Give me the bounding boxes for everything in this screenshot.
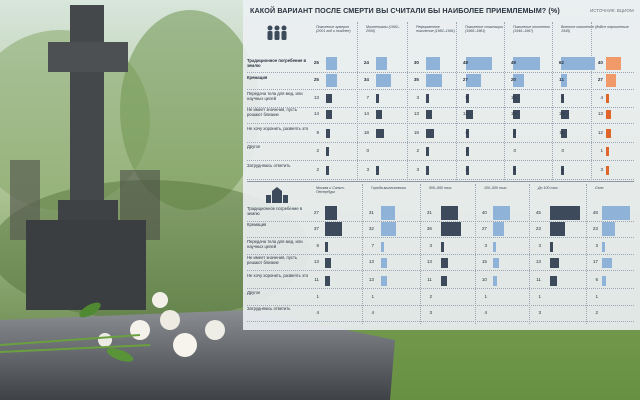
value-label: 3	[538, 310, 541, 315]
bar-generation	[376, 129, 384, 138]
value-label: 1	[465, 148, 468, 153]
column-separator	[586, 184, 587, 324]
row-separator	[247, 254, 634, 255]
column-header-top: Поколение оттепели (1946–1967)	[513, 25, 551, 34]
value-label: 11	[314, 277, 319, 282]
row-label-bottom: Затрудняюсь ответить	[247, 306, 291, 311]
value-label: 48	[592, 210, 598, 215]
value-label: 4	[513, 130, 516, 135]
bar-settlement	[550, 276, 557, 286]
value-label: 4	[484, 310, 487, 315]
value-label: 30	[413, 60, 419, 65]
column-header-bottom: Города-миллионники	[371, 186, 407, 190]
value-label: 11	[559, 130, 564, 135]
value-label: 34	[363, 77, 369, 82]
bar-generation	[326, 94, 332, 103]
bar-settlement	[602, 276, 606, 286]
column-header-top: Военное поколение (до 1945)	[561, 25, 601, 34]
column-separator	[529, 184, 530, 324]
column-separator	[407, 22, 408, 180]
value-label: 14	[363, 111, 369, 116]
column-header-bottom: До 100 тыс.	[538, 186, 559, 190]
value-label: 13	[313, 95, 319, 100]
row-separator	[247, 123, 634, 124]
row-separator	[247, 160, 634, 161]
value-label: 3	[595, 243, 598, 248]
bar-settlement	[381, 222, 396, 236]
bar-generation	[326, 166, 329, 175]
bar-all-respondents	[606, 94, 609, 103]
bar-settlement	[493, 206, 510, 220]
value-label: 20	[510, 77, 516, 82]
bar-generation	[376, 110, 382, 119]
column-header-bottom: 500–950 тыс.	[429, 186, 453, 190]
value-label: 2	[429, 294, 432, 299]
value-label: 4	[371, 310, 374, 315]
value-label: 18	[413, 130, 419, 135]
bar-generation	[426, 74, 442, 87]
bar-settlement	[493, 242, 496, 252]
bar-generation	[326, 57, 337, 70]
bar-generation	[326, 74, 337, 87]
value-label: 14	[313, 111, 319, 116]
value-label: 2	[561, 167, 564, 172]
bar-generation	[426, 94, 429, 103]
row-label-top: Другое	[247, 144, 261, 149]
value-label: 6	[595, 277, 598, 282]
bar-settlement	[550, 242, 553, 252]
bar-settlement	[550, 258, 559, 268]
bar-settlement	[493, 258, 499, 268]
row-label-top: Затрудняюсь ответить	[247, 163, 291, 168]
bar-generation	[376, 57, 387, 70]
value-label: 1	[316, 294, 319, 299]
value-label: 40	[597, 60, 603, 65]
value-label: 2	[595, 310, 598, 315]
value-label: 32	[368, 226, 374, 231]
row-separator	[247, 270, 634, 271]
value-label: 1	[371, 294, 374, 299]
column-header-top: Все опрошенные	[600, 25, 629, 29]
value-label: 48	[462, 60, 468, 65]
bar-generation	[426, 129, 434, 138]
row-label-top: Кремация	[247, 75, 268, 80]
column-separator	[420, 184, 421, 324]
column-header-bottom: 100–500 тыс.	[484, 186, 508, 190]
row-label-top: Передача тела для мед. или научных целей	[247, 91, 303, 101]
bar-generation	[376, 74, 391, 87]
value-label: 31	[426, 210, 432, 215]
column-header-top: Поколение стагнации (1968–1981)	[465, 25, 503, 34]
value-label: 13	[368, 259, 374, 264]
value-label: 6	[465, 130, 468, 135]
bar-generation	[376, 94, 379, 103]
column-header-top: Реформенное поколение (1982–1991)	[416, 25, 455, 34]
value-label: 49	[510, 60, 516, 65]
bar-settlement	[325, 206, 337, 220]
value-label: 3	[538, 243, 541, 248]
value-label: 3	[366, 167, 369, 172]
bar-settlement	[493, 276, 497, 286]
value-label: 2	[316, 148, 319, 153]
row-separator	[247, 237, 634, 238]
bar-settlement	[381, 258, 387, 268]
bar-generation	[426, 57, 440, 70]
column-header-bottom: Москва и Санкт-Петербург	[316, 186, 345, 195]
value-label: 13	[313, 259, 319, 264]
bar-settlement	[441, 276, 447, 286]
column-separator	[591, 22, 592, 180]
bar-generation	[466, 74, 481, 87]
column-separator	[504, 22, 505, 180]
column-header-top: Поколение зумеров (2001 год и позднее)	[316, 25, 351, 34]
value-label: 15	[481, 259, 487, 264]
value-label: 13	[368, 277, 374, 282]
value-label: 37	[313, 226, 319, 231]
value-label: 11	[559, 77, 564, 82]
value-label: 35	[413, 77, 419, 82]
row-label-top: Не хочу хоронить, развеять это	[247, 126, 309, 131]
value-label: 1	[561, 95, 564, 100]
bar-settlement	[493, 222, 504, 236]
bar-settlement	[381, 242, 384, 252]
column-header-bottom: Село	[595, 186, 604, 190]
bar-settlement	[602, 206, 630, 220]
bar-all-respondents	[606, 129, 611, 138]
bar-settlement	[602, 222, 615, 236]
value-label: 25	[313, 60, 319, 65]
value-label: 1	[600, 148, 603, 153]
column-separator	[456, 22, 457, 180]
bar-generation	[513, 57, 540, 70]
bar-settlement	[441, 242, 444, 252]
value-label: 36	[426, 226, 432, 231]
value-label: 12	[510, 111, 516, 116]
bar-generation	[326, 110, 332, 119]
bar-settlement	[325, 222, 342, 236]
value-label: 27	[597, 77, 603, 82]
value-label: 62	[558, 60, 564, 65]
bar-settlement	[550, 206, 580, 220]
value-label: 0	[366, 148, 369, 153]
row-separator	[247, 179, 634, 180]
value-label: 4	[316, 310, 319, 315]
column-separator	[475, 184, 476, 324]
value-label: 25	[313, 77, 319, 82]
value-label: 45	[535, 210, 541, 215]
value-label: 40	[481, 210, 487, 215]
row-label-bottom: Не хочу хоронить, развеять это	[247, 273, 309, 278]
value-label: 1	[513, 167, 516, 172]
bar-generation	[376, 166, 379, 175]
column-header-top: Миллениалы (1992–2000)	[366, 25, 400, 34]
value-label: 3	[416, 95, 419, 100]
bar-settlement	[325, 276, 330, 286]
value-label: 12	[597, 130, 603, 135]
bar-settlement	[381, 206, 395, 220]
value-label: 1	[484, 294, 487, 299]
people-icon	[265, 24, 289, 42]
chart-title: КАКОЙ ВАРИАНТ ПОСЛЕ СМЕРТИ ВЫ СЧИТАЛИ БЫ НАИБОЛЕЕ ПРИЕМЛЕМЫМ? (%)	[250, 6, 560, 15]
value-label: 24	[363, 60, 369, 65]
bar-all-respondents	[606, 110, 611, 119]
value-label: 3	[484, 243, 487, 248]
value-label: 5	[465, 95, 468, 100]
bar-generation	[426, 147, 429, 156]
row-separator	[247, 142, 634, 143]
source-label: ИСТОЧНИК: ВЦИОМ	[590, 8, 634, 13]
value-label: 27	[313, 210, 319, 215]
bar-settlement	[441, 258, 448, 268]
column-separator	[357, 22, 358, 180]
row-label-bottom: Кремация	[247, 222, 267, 227]
bar-settlement	[325, 258, 331, 268]
row-separator	[247, 321, 634, 322]
row-label-bottom: Традиционное погребение в землю	[247, 206, 303, 216]
bar-settlement	[602, 258, 612, 268]
row-label-top: Традиционное погребение в землю	[247, 58, 307, 68]
row-label-top: Не имеет значения, пусть решают близкие	[247, 107, 298, 117]
bar-all-respondents	[606, 166, 609, 175]
row-separator	[247, 288, 634, 289]
bar-generation	[426, 166, 429, 175]
value-label: 3	[429, 310, 432, 315]
bar-settlement	[602, 242, 605, 252]
value-label: 11	[536, 277, 541, 282]
value-label: 7	[366, 95, 369, 100]
value-label: 3	[600, 167, 603, 172]
bar-all-respondents	[606, 57, 621, 70]
section-divider	[247, 181, 634, 182]
value-label: 0	[561, 148, 564, 153]
value-label: 1	[538, 294, 541, 299]
value-label: 4	[465, 167, 468, 172]
row-separator	[247, 89, 634, 90]
bar-generation	[426, 110, 432, 119]
value-label: 6	[316, 243, 319, 248]
bar-generation	[326, 147, 329, 156]
value-label: 12	[510, 95, 516, 100]
value-label: 3	[416, 167, 419, 172]
value-label: 12	[462, 111, 468, 116]
value-label: 4	[600, 95, 603, 100]
value-label: 17	[592, 259, 598, 264]
row-separator	[247, 305, 634, 306]
value-label: 13	[597, 111, 603, 116]
value-label: 9	[316, 130, 319, 135]
bar-settlement	[381, 276, 387, 286]
value-label: 7	[371, 243, 374, 248]
bar-settlement	[441, 206, 458, 220]
row-label-bottom: Другое	[247, 290, 261, 295]
column-separator	[552, 22, 553, 180]
row-label-bottom: Передача тела для мед. или научных целей	[247, 239, 303, 249]
bar-all-respondents	[606, 147, 609, 156]
row-separator	[247, 72, 634, 73]
bar-generation	[466, 57, 492, 70]
bar-settlement	[325, 242, 328, 252]
value-label: 13	[426, 259, 432, 264]
value-label: 3	[429, 243, 432, 248]
value-label: 27	[462, 77, 468, 82]
value-label: 1	[595, 294, 598, 299]
column-separator	[362, 184, 363, 324]
value-label: 18	[363, 130, 369, 135]
value-label: 13	[535, 259, 541, 264]
bar-generation	[326, 129, 330, 138]
value-label: 2	[416, 148, 419, 153]
bar-settlement	[441, 222, 461, 236]
value-label: 10	[481, 277, 487, 282]
value-label: 11	[427, 277, 432, 282]
value-label: 14	[558, 111, 564, 116]
bar-generation	[561, 57, 595, 70]
value-label: 27	[481, 226, 487, 231]
value-label: 0	[513, 148, 516, 153]
value-label: 2	[316, 167, 319, 172]
bar-settlement	[550, 222, 565, 236]
value-label: 23	[535, 226, 541, 231]
bar-all-respondents	[606, 74, 616, 87]
value-label: 23	[592, 226, 598, 231]
value-label: 13	[413, 111, 419, 116]
value-label: 31	[368, 210, 374, 215]
row-label-bottom: Не имеет значения, пусть решают близкие	[247, 255, 298, 265]
buildings-icon	[265, 186, 289, 204]
